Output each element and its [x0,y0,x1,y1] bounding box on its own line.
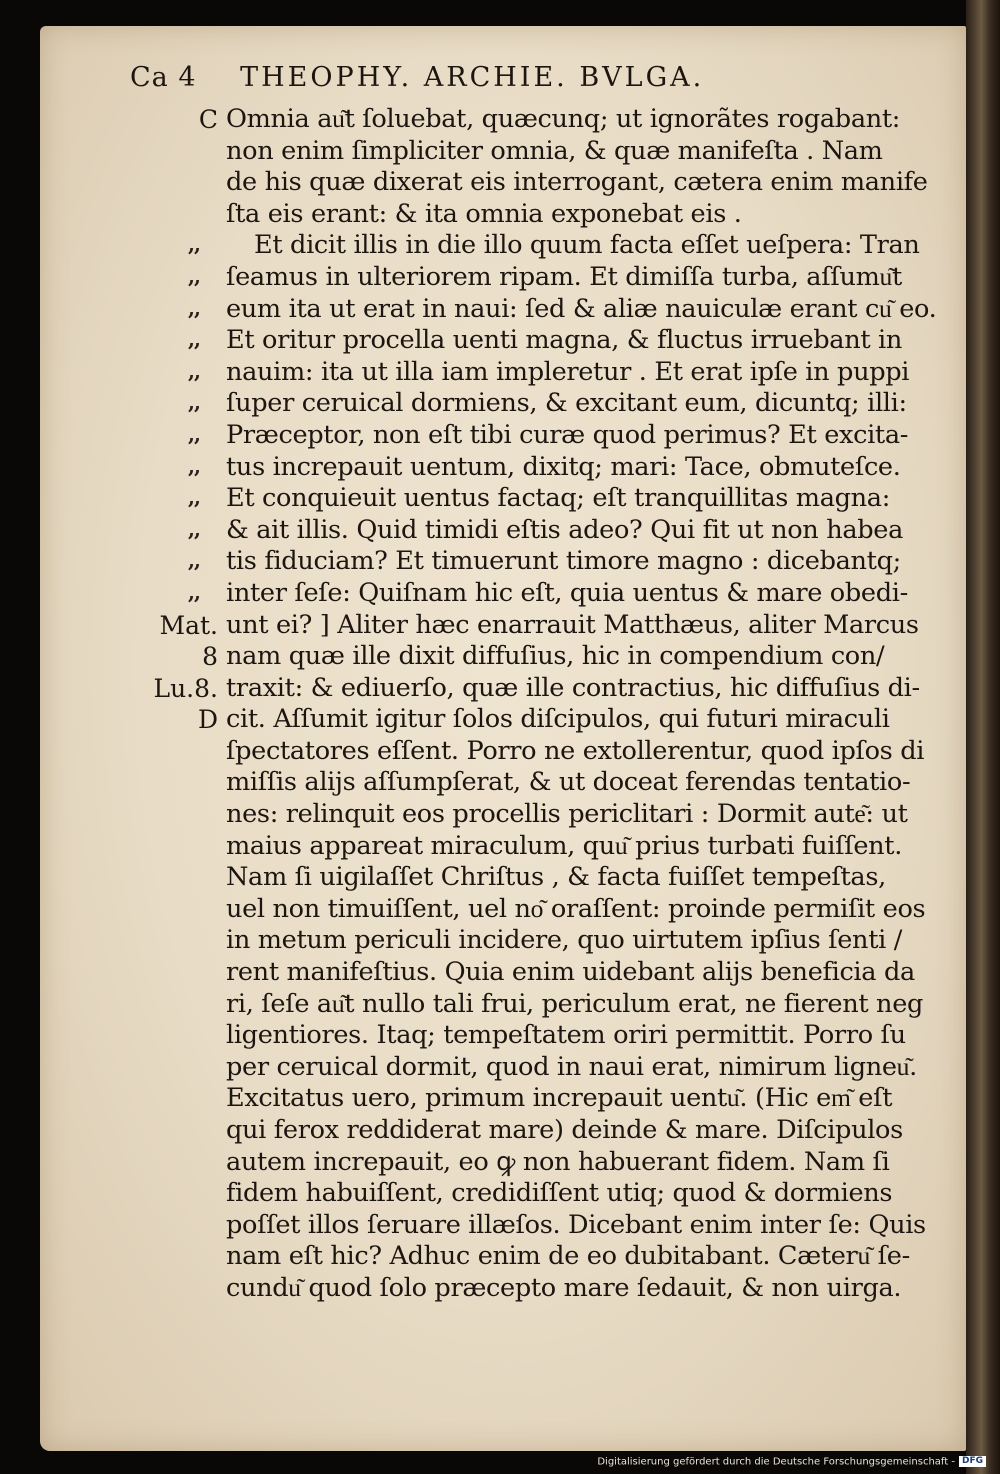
quote-mark: ,, [188,422,200,446]
text-line: ri, ſeſe au͂t nullo tali frui, periculum erat, ne fierent neg [226,988,924,1019]
text-line: non enim ſimpliciter omnia, & quæ manifeſta . Nam [226,135,883,166]
text-line: ſuper ceruical dormiens, & excitant eum, dicuntq; illi: [226,388,907,419]
text-line: Et oritur procella uenti magna, & fluctus irruebant in [226,325,903,356]
text-line: Et conquieuit uentus factaq; eſt tranquillitas magna: [226,483,890,514]
text-line: miſſis alijs aſſumpſerat, & ut doceat ferendas tentatio- [226,767,911,798]
body-text [226,104,936,1305]
quote-mark: ,, [188,485,200,510]
margin-spacer [118,578,218,610]
text-line: fidem habuiſſent, credidiſſent utiq; quod & dormiens [226,1178,893,1209]
quote-mark: ,, [188,453,200,478]
margin-note: D [197,705,218,735]
margin-spacer [118,388,218,420]
margin-spacer [118,230,218,262]
margin-spacer [118,483,218,515]
text-line: rent manifeſtius. Quia enim uidebant alijs beneficia da [226,957,915,988]
margin-note: 8 [202,642,218,672]
text-line: ligentiores. Itaq; tempeſtatem oriri permittit. Porro ſu [226,1020,906,1051]
margin-spacer [118,199,218,231]
margin-spacer [118,357,218,389]
margin-spacer [118,515,218,547]
text-line: nes: relinquit eos procellis periclitari : Dormit aute͂: ut [226,799,908,830]
margin-spacer [118,136,218,168]
text-line: Excitatus uero, primum increpauit uentu͂. (Hic em͂ eſt [226,1083,893,1114]
quote-mark: ,, [188,390,200,415]
left-margin-notes [118,104,218,736]
text-line: poſſet illos ſeruare illæſos. Dicebant enim inter ſe: Quis [226,1209,926,1240]
text-line: Præceptor, non eſt tibi curæ quod perimus? Et excita- [226,419,909,450]
margin-note: Lu.8. [153,673,218,703]
text-line: nam eſt hic? Adhuc enim de eo dubitabant. Cæteru͂ ſe- [226,1241,910,1272]
text-line: ſta eis erant: & ita omnia exponebat eis . [226,198,742,229]
text-line: uel non timuiſſent, uel no͂ oraſſent: proinde permiſit eos [226,893,926,924]
text-line: ſeamus in ulteriorem ripam. Et dimiſſa turba, aſſumu͂t [226,261,902,292]
text-line: nam quæ ille dixit diffuſius, hic in compendium con/ [226,641,885,672]
text-line: eum ita ut erat in naui: ſed & aliæ nauiculæ erant cu͂ eo. [226,293,937,324]
margin-spacer [118,294,218,326]
text-line: Omnia au͂t ſoluebat, quæcunq; ut ignorãtes rogabant: [226,104,901,134]
text-line: Et dicit illis in die illo quum facta eſſet ueſpera: Tran [254,230,920,261]
text-line: nauim: ita ut illa iam impleretur . Et erat ipſe in puppi [226,356,910,387]
text-line: tus increpauit uentum, dixitq; mari: Tace, obmuteſce. [226,451,901,482]
quote-mark: ,, [188,580,200,604]
quote-mark: ,, [188,548,200,573]
dfg-logo: DFG [959,1456,986,1467]
text-line: & ait illis. Quid timidi eſtis adeo? Qui fit ut non habea [226,514,904,545]
margin-spacer [118,262,218,294]
text-line: in metum periculi incidere, quo uirtutem ipſius ſenti / [226,925,903,956]
quote-mark: ,, [188,327,200,352]
text-line: tis fiduciam? Et timuerunt timore magno : dicebantq; [226,546,901,577]
margin-note: C [198,105,218,134]
margin-spacer [118,452,218,484]
text-line: qui ferox reddiderat mare) deinde & mare. Diſcipulos [226,1115,903,1145]
quote-mark: ,, [188,295,200,320]
book-binding-edge [966,0,1000,1474]
text-line: inter ſeſe: Quiſnam hic eſt, quia uentus & mare obedi- [226,577,908,608]
digitization-credit [597,1456,986,1468]
text-line: per ceruical dormit, quod in naui erat, nimirum ligneu͂. [226,1051,917,1082]
text-line: traxit: & ediuerſo, quæ ille contractius, hic diffuſius di- [226,672,920,703]
text-line: cundu͂ quod ſolo præcepto mare ſedauit, & non uirga. [226,1272,902,1303]
margin-note: Mat. [159,610,218,640]
running-title: THEOPHY. ARCHIE. BVLGA. [240,62,705,93]
text-line: cit. Aſſumit igitur ſolos diſcipulos, qui futuri miraculi [226,704,890,735]
text-line: de his quæ dixerat eis interrogant, cætera enim manife [226,167,928,198]
quote-mark: ,, [188,516,200,541]
text-line: unt ei? ] Aliter hæc enarrauit Matthæus, aliter Marcus [226,609,919,640]
credit-text: Digitalisierung gefördert durch die Deutsche Forschungsgemeinschaft - [597,1456,955,1468]
margin-spacer [118,420,218,452]
margin-spacer [118,325,218,357]
text-line: Nam ſi uigilaſſet Chriſtus , & facta fuiſſet tempeſtas, [226,862,886,893]
margin-spacer [118,167,218,199]
quote-mark: ,, [188,232,200,257]
signature-mark: Ca 4 [130,62,197,93]
text-line: autem increpauit, eo ꝙ non habuerant fidem. Nam ſi [226,1146,890,1177]
running-head [130,62,704,93]
margin-spacer [118,546,218,578]
text-line: ſpectatores eſſent. Porro ne extollerentur, quod ipſos di [226,735,925,766]
text-line: maius appareat miraculum, quu͂ prius turbati fuiſſent. [226,830,902,861]
quote-mark: ,, [188,264,200,288]
quote-mark: ,, [188,358,200,383]
